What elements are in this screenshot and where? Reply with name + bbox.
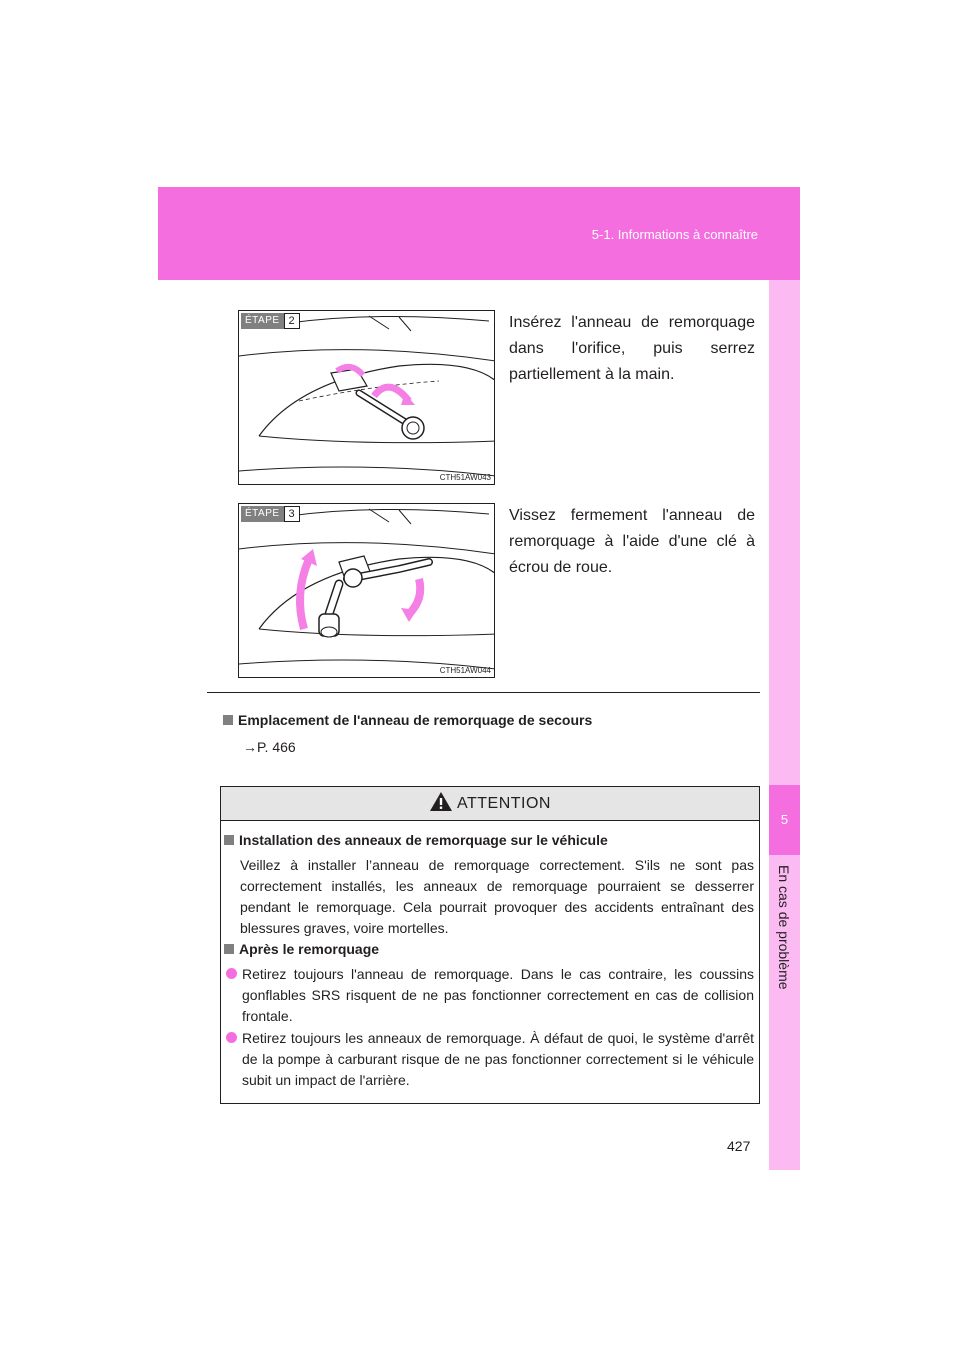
circle-bullet-icon — [226, 968, 237, 979]
square-bullet-icon — [224, 944, 234, 954]
step-3-badge — [241, 506, 300, 522]
side-tab-label-text: En cas de problème — [776, 865, 792, 990]
step-3-figure-code: CTH51AW044 — [439, 666, 491, 675]
attention-title: ATTENTION — [457, 795, 551, 812]
side-tab-number: 5 — [780, 812, 789, 827]
attention-section-1-heading — [224, 832, 608, 848]
attention-bullet-2-text: Retirez toujours les anneaux de remorquage. À défaut de quoi, le système d'arrêt de la pompe à carburant risque de ne pas fonctionner correctement si le véhicule subit un impact de l'arrière. — [242, 1030, 754, 1088]
attention-section-2-heading — [224, 941, 379, 957]
page-number: 427 — [727, 1138, 751, 1154]
attention-bullet-1-text: Retirez toujours l'anneau de remorquage. Dans le cas contraire, les coussins gonflables SRS risquent de ne pas fonctionner correctement en cas de collision frontale. — [242, 966, 754, 1024]
step-2-instruction: Insérez l'anneau de remorquage dans l'orifice, puis serrez partiellement à la main. — [509, 314, 755, 383]
step-3-figure — [238, 503, 495, 678]
divider — [207, 692, 760, 693]
side-tab-label — [772, 855, 796, 1145]
attention-header — [221, 787, 759, 821]
attention-section-1-text: Veillez à installer l’anneau de remorquage correctement. S'ils ne sont pas correctement installés, les anneaux de remorquage pourraient se desserrer pendant le remorquage. Cela pourrait provoquer des accidents entraînant des blessures graves, voire mortelles. — [240, 857, 754, 936]
circle-bullet-icon — [226, 1032, 237, 1043]
emplacement-title: Emplacement de l'anneau de remorquage de secours — [238, 712, 593, 728]
attention-bullet-1 — [224, 964, 754, 1027]
step-3-number: 3 — [284, 506, 300, 522]
attention-box — [220, 786, 760, 1104]
step-2-figure — [238, 310, 495, 485]
step-2-illustration — [239, 311, 495, 485]
header-band — [158, 187, 800, 280]
page-reference: →P. 466 — [243, 739, 296, 755]
step-3-instruction: Vissez fermement l'anneau de remorquage à l'aide d'une clé à écrou de roue. — [509, 507, 755, 576]
step-3-illustration — [239, 504, 495, 678]
attention-bullet-2 — [224, 1028, 754, 1091]
square-bullet-icon — [224, 835, 234, 845]
warning-icon — [429, 791, 453, 812]
step-2-badge — [241, 313, 300, 329]
step-2-number: 2 — [284, 313, 300, 329]
attention-section-1-title: Installation des anneaux de remorquage sur le véhicule — [239, 832, 608, 848]
step-3-label: ÉTAPE — [241, 506, 284, 522]
attention-section-2-title: Après le remorquage — [239, 941, 380, 957]
section-title: 5-1. Informations à connaître — [591, 227, 758, 242]
step-2-figure-code: CTH51AW043 — [439, 473, 491, 482]
emplacement-heading — [223, 712, 592, 728]
step-2-label: ÉTAPE — [241, 313, 284, 329]
square-bullet-icon — [223, 715, 233, 725]
